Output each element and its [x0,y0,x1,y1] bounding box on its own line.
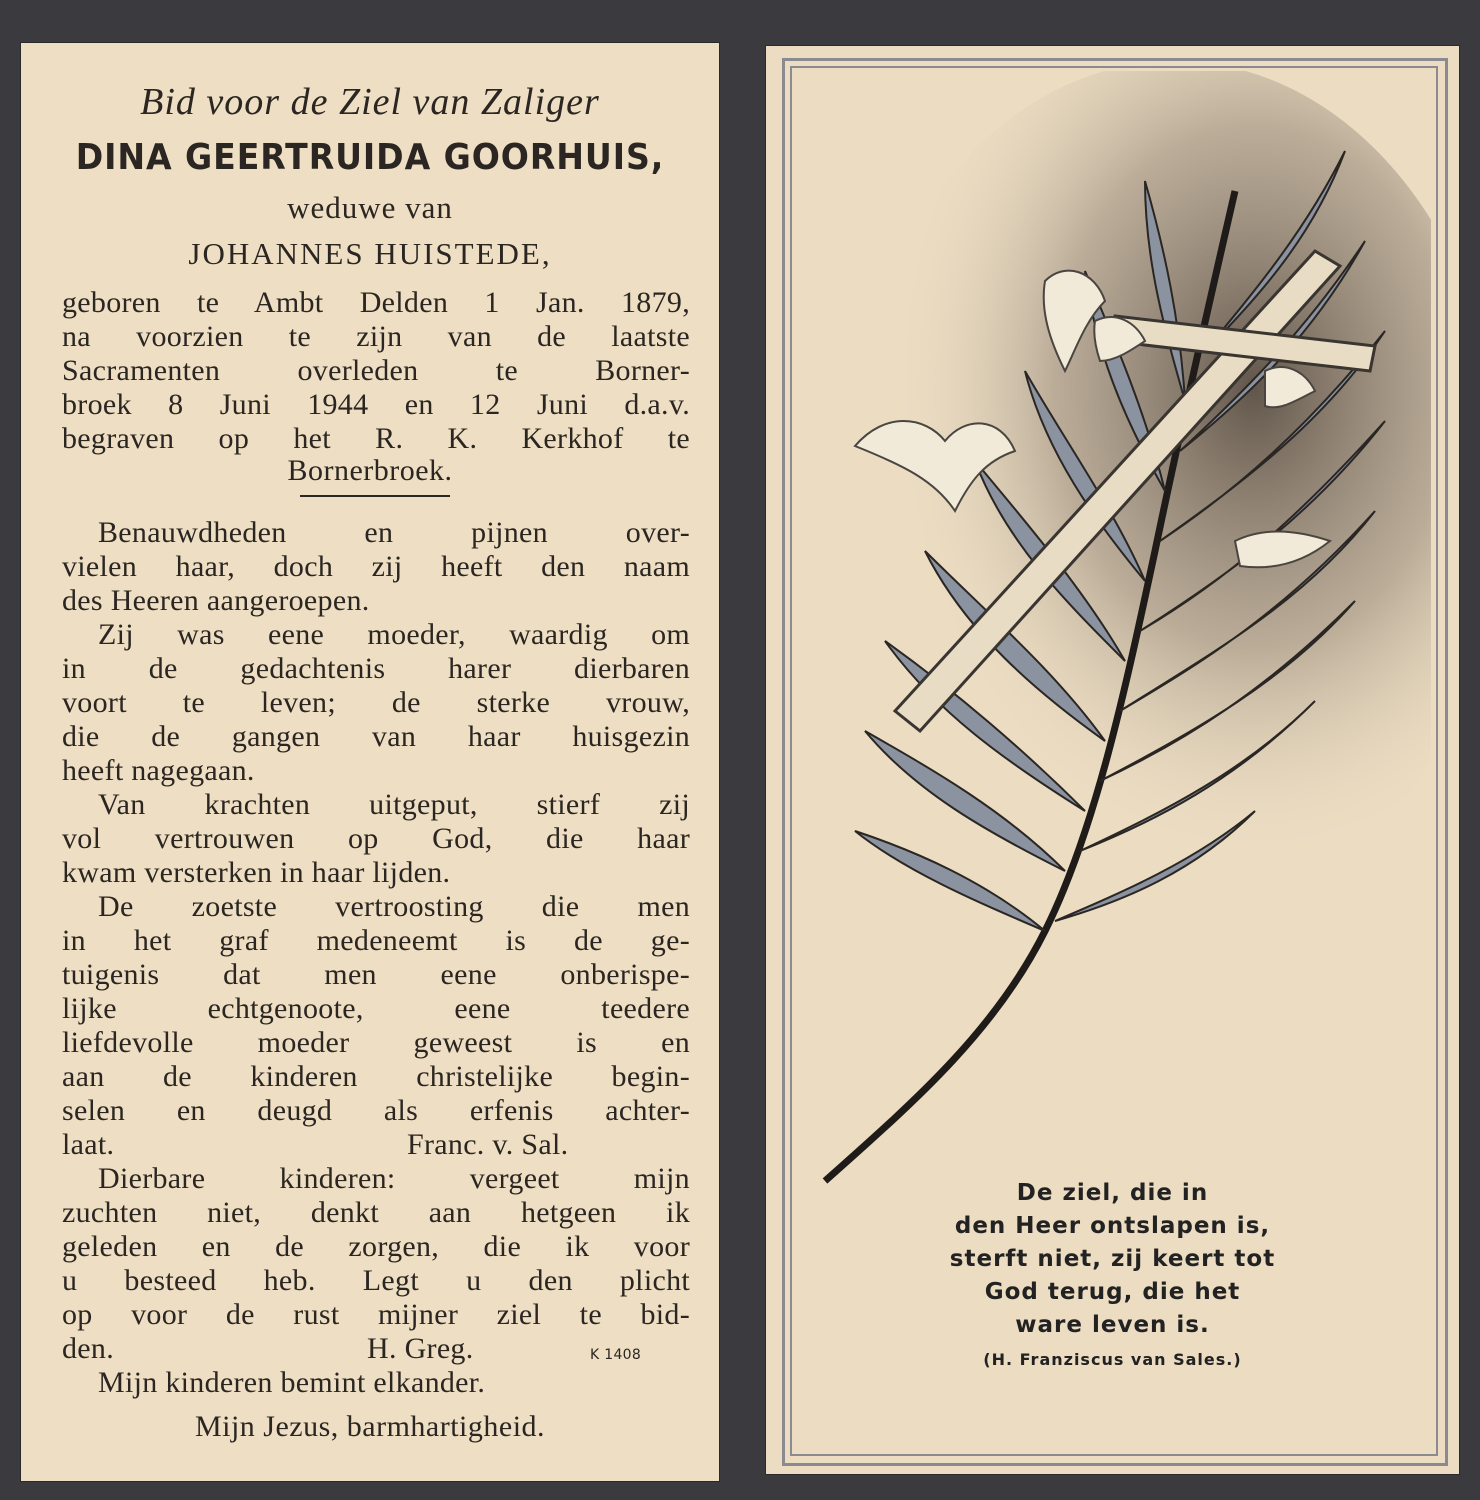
text-line: geleden en de zorgen, die ik voor [62,1230,690,1263]
image-card [765,45,1460,1475]
bio-line: geboren te Ambt Delden 1 Jan. 1879, [62,286,690,319]
text-line: vielen haar, doch zij heeft den naam [62,550,690,583]
text-line: Van krachten uitgeput, stierf zij [98,788,690,821]
text-line: kwam versterken in haar lijden. [62,856,451,889]
deceased-name: DINA GEERTRUIDA GOORHUIS, [75,137,665,178]
heading: Bid voor de Ziel van Zaliger [140,81,600,123]
quote-line: den Heer ontslapen is, [954,1213,1271,1239]
closing-prayer: Mijn Jezus, barmhartigheid. [194,1410,546,1443]
text-line: zuchten niet, denkt aan hetgeen ik [62,1196,690,1229]
attribution-francis: Franc. v. Sal. [407,1128,569,1161]
bio-line: begraven op het R. K. Kerkhof te [62,422,690,455]
text-line: Zij was eene moeder, waardig om [98,618,690,651]
divider [300,495,450,497]
text-line: op voor de rust mijner ziel te bid- [62,1298,690,1331]
prayer-text [62,516,690,1400]
text-line: De zoetste vertroosting die men [98,890,690,923]
quote-attribution: (H. Franziscus van Sales.) [983,1350,1242,1369]
memorial-text-card [20,42,720,1482]
quote-line: sterft niet, zij keert tot [949,1246,1276,1272]
quote-line: ware leven is. [1015,1312,1210,1338]
quote-line: De ziel, die in [1016,1180,1209,1206]
text-line: Benauwdheden en pijnen over- [98,516,690,549]
print-code: K 1408 [590,1347,642,1363]
text-line: des Heeren aangeroepen. [62,584,370,617]
widow-of-label: weduwe van [287,190,453,225]
text-line: Mijn kinderen bemint elkander. [98,1366,486,1399]
text-line: heeft nagegaan. [62,754,255,787]
text-line-with-attrib [62,1128,690,1162]
text-line: die de gangen van haar huisgezin [62,720,690,753]
bio-line: Sacramenten overleden te Borner- [62,354,690,387]
text-line: selen en deugd als erfenis achter- [62,1094,690,1127]
quote-line: God terug, die het [984,1279,1241,1305]
text-line: in het graf medeneemt is de ge- [62,924,690,957]
bio-line: na voorzien te zijn van de laatste [62,320,690,353]
text-line: vol vertrouwen op God, die haar [62,822,690,855]
text-line: liefdevolle moeder geweest is en [62,1026,690,1059]
text-line-with-attrib [62,1332,690,1366]
bio-line: broek 8 Juni 1944 en 12 Juni d.a.v. [62,388,690,421]
text-line: voort te leven; de sterke vrouw, [62,686,690,719]
text-line: Dierbare kinderen: vergeet mijn [98,1162,690,1195]
text-line: laat. [62,1128,115,1161]
attribution-gregory: H. Greg. [367,1332,474,1365]
biography [62,286,690,456]
text-line: u besteed heb. Legt u den plicht [62,1264,690,1297]
husband-name: JOHANNES HUISTEDE, [188,236,552,271]
text-line: den. [62,1332,115,1365]
text-line: lijke echtgenoote, eene teedere [62,992,690,1025]
cross-palm-lily-illustration [795,71,1431,1221]
text-line: in de gedachtenis harer dierbaren [62,652,690,685]
text-line: aan de kinderen christelijke begin- [62,1060,690,1093]
text-line: tuigenis dat men eene onberispe- [62,958,690,991]
bio-last-line: Bornerbroek. [287,454,453,487]
